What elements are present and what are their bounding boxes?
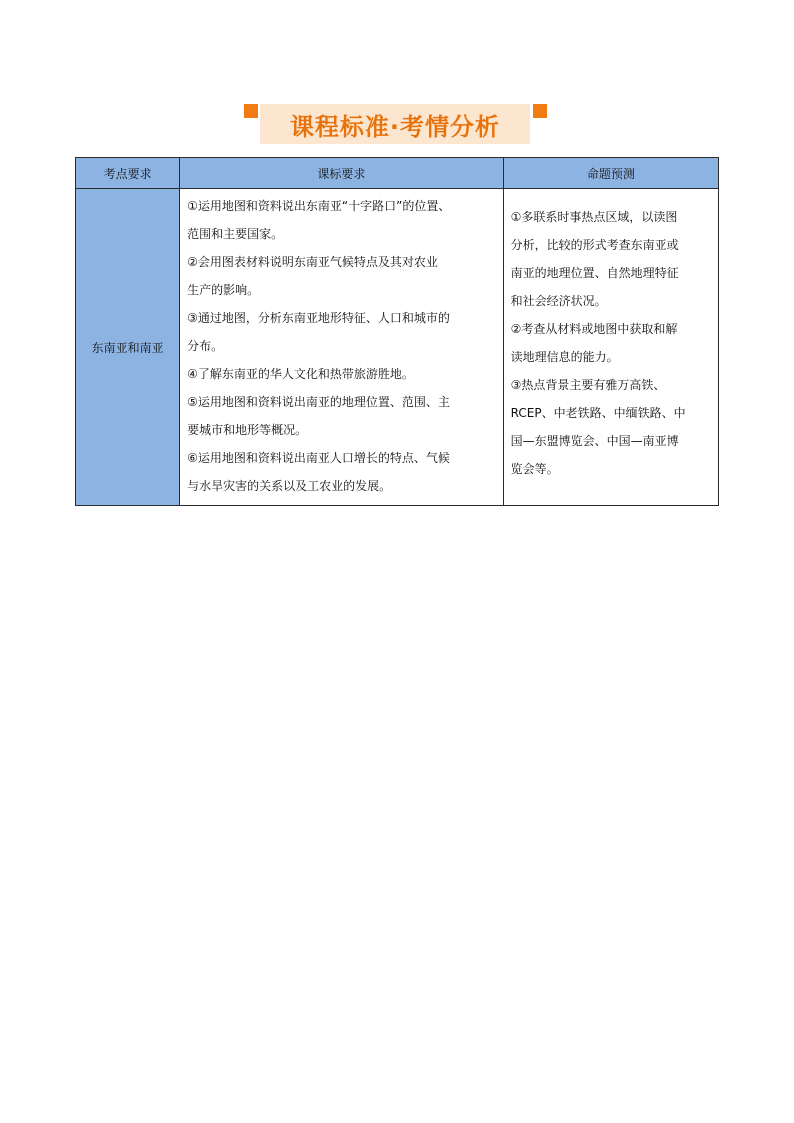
requirement-line: 与水旱灾害的关系以及工农业的发展。 — [187, 479, 392, 493]
header-predictions: 命题预测 — [503, 158, 718, 189]
predictions-cell — [503, 189, 718, 506]
header-topic: 考点要求 — [76, 158, 180, 189]
prediction-line: RCEP、中老铁路、中缅铁路、中 — [510, 406, 686, 420]
title-banner — [260, 104, 530, 144]
requirement-line: 要城市和地形等概况。 — [187, 423, 308, 437]
prediction-line: 览会等。 — [510, 462, 559, 476]
requirement-line: ②会用图表材料说明东南亚气候特点及其对农业 — [187, 255, 438, 269]
header-requirements: 课标要求 — [180, 158, 504, 189]
requirement-line: ⑥运用地图和资料说出南亚人口增长的特点、气候 — [187, 451, 450, 465]
requirement-line: ③通过地图，分析东南亚地形特征、人口和城市的 — [187, 311, 450, 325]
orange-square-left — [244, 104, 258, 118]
title-text: 课程标准·考情分析 — [289, 113, 501, 141]
prediction-line: 南亚的地理位置、自然地理特征 — [510, 266, 679, 280]
prediction-line: ②考查从材料或地图中获取和解 — [510, 322, 678, 336]
prediction-line: ①多联系时事热点区域，以读图 — [510, 210, 678, 224]
section-title — [244, 100, 547, 144]
requirement-line: ①运用地图和资料说出东南亚“十字路口”的位置、 — [187, 199, 451, 213]
prediction-line: 分析，比较的形式考查东南亚或 — [510, 238, 679, 252]
curriculum-table — [75, 157, 719, 506]
prediction-line: 读地理信息的能力。 — [510, 350, 619, 364]
topic-cell: 东南亚和南亚 — [76, 189, 180, 506]
requirement-line: ④了解东南亚的华人文化和热带旅游胜地。 — [187, 367, 414, 381]
prediction-line: ③热点背景主要有雅万高铁、 — [510, 378, 666, 392]
requirement-line: 分布。 — [187, 339, 224, 353]
requirement-line: 生产的影响。 — [187, 283, 260, 297]
requirements-cell — [180, 189, 504, 506]
table-row — [76, 189, 719, 506]
prediction-line: 国—东盟博览会、中国—南亚博 — [510, 434, 679, 448]
table-header-row — [76, 158, 719, 189]
orange-square-right — [533, 104, 547, 118]
prediction-line: 和社会经济状况。 — [510, 294, 607, 308]
requirement-line: ⑤运用地图和资料说出南亚的地理位置、范围、主 — [187, 395, 450, 409]
requirement-line: 范围和主要国家。 — [187, 227, 284, 241]
